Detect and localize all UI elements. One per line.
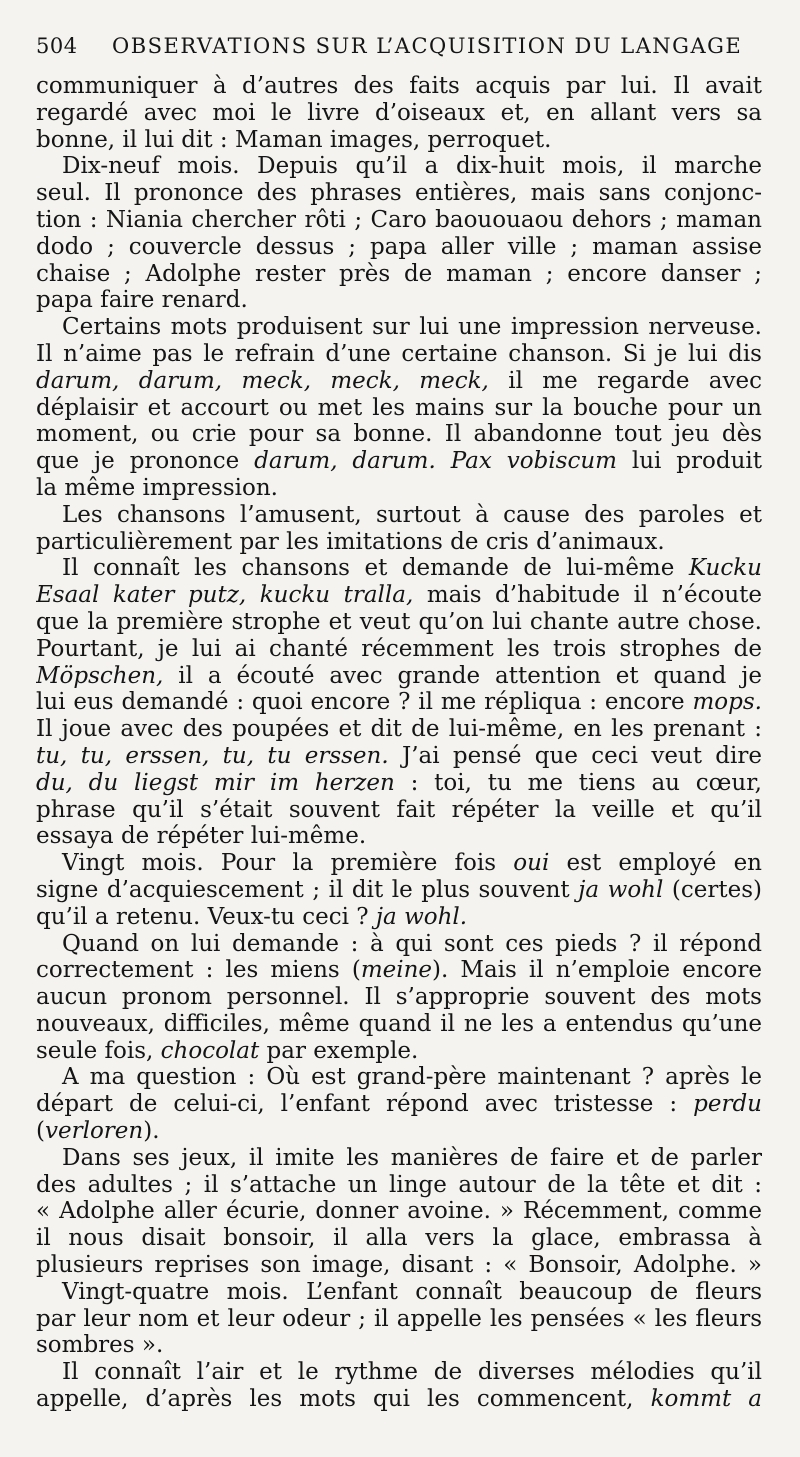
text-line — [36, 180, 762, 207]
text-line — [36, 234, 762, 261]
italic-text: du, du liegst mir im herzen — [36, 769, 395, 796]
italic-text: ja wohl. — [375, 903, 468, 930]
text-segment: Les chansons l’amusent, surtout à cause des paroles et — [62, 501, 762, 528]
text-line — [36, 1091, 762, 1118]
text-line — [36, 1172, 762, 1199]
text-segment: signe d’acquiescement ; il dit le plus souvent — [36, 876, 579, 903]
text-line — [36, 904, 762, 931]
text-segment: seule fois, — [36, 1037, 161, 1064]
text-segment: seul. Il prononce des phrases entières, mais sans conjonc- — [36, 180, 762, 207]
text-segment: J’ai pensé que ceci veut dire — [388, 742, 762, 769]
text-segment: Vingt-quatre mois. L’enfant connaît beaucoup de fleurs — [62, 1278, 762, 1305]
italic-text: oui — [513, 850, 550, 877]
text-line — [36, 1198, 762, 1225]
text-segment: qu’il a retenu. Veux-tu ceci ? — [36, 903, 376, 930]
text-line — [36, 1279, 762, 1306]
italic-text: chocolat — [160, 1037, 260, 1064]
text-segment: Il joue avec des poupées et dit de lui-même, en les prenant : — [36, 716, 762, 743]
italic-text: perdu — [693, 1091, 762, 1118]
text-line — [36, 1359, 762, 1386]
text-segment: des adultes ; il s’attache un linge autour de la tête et dit : — [36, 1171, 762, 1198]
text-segment: moment, ou crie pour sa bonne. Il abandonne tout jeu dès — [36, 421, 762, 448]
body-text — [36, 73, 762, 1413]
text-line — [36, 1225, 762, 1252]
text-line — [36, 100, 762, 127]
running-header — [36, 30, 776, 64]
text-segment: appelle, d’après les mots qui les commencent, — [36, 1386, 651, 1413]
text-line — [36, 502, 762, 529]
text-segment: ( — [36, 1118, 45, 1145]
text-line — [36, 877, 762, 904]
text-line — [36, 153, 762, 180]
text-segment: regardé avec moi le livre d’oiseaux et, en allant vers sa — [36, 99, 762, 126]
text-line — [36, 421, 762, 448]
text-segment: bonne, il lui dit : Maman images, perroquet. — [36, 126, 552, 153]
text-line — [36, 1118, 762, 1145]
text-segment: déplaisir et accourt ou met les mains sur la bouche pour un — [36, 394, 762, 421]
text-line — [36, 850, 762, 877]
text-segment: nouveaux, difficiles, même quand il ne les a entendus qu’une — [36, 1010, 762, 1037]
text-line — [36, 287, 762, 314]
text-segment: Pourtant, je lui ai chanté récemment les trois strophes de — [36, 635, 762, 662]
text-segment: Vingt mois. Pour la première fois — [62, 850, 514, 877]
running-title: OBSERVATIONS SUR L’ACQUISITION DU LANGAGE — [112, 34, 743, 58]
text-line — [36, 368, 762, 395]
text-segment: Dans ses jeux, il imite les manières de faire et de parler — [62, 1144, 762, 1171]
text-segment: par exemple. — [259, 1037, 419, 1064]
text-line — [36, 957, 762, 984]
text-segment: particulièrement par les imitations de cris d’animaux. — [36, 528, 665, 555]
text-line — [36, 609, 762, 636]
text-segment: Il n’aime pas le refrain d’une certaine chanson. Si je lui dis — [36, 340, 762, 367]
italic-text: darum, darum, meck, meck, meck, — [36, 367, 489, 394]
text-segment: tion : Niania chercher rôti ; Caro baououaou dehors ; maman — [36, 206, 762, 233]
text-line — [36, 261, 762, 288]
text-segment: chaise ; Adolphe rester près de maman ; encore danser ; — [36, 260, 762, 287]
italic-text: Esaal kater putz, kucku tralla, — [36, 582, 414, 609]
text-line — [36, 689, 762, 716]
text-segment: dodo ; couvercle dessus ; papa aller ville ; maman assise — [36, 233, 762, 260]
italic-text: darum, darum. Pax vobiscum — [254, 448, 617, 475]
text-segment: : toi, tu me tiens au cœur, — [394, 769, 762, 796]
text-line — [36, 663, 762, 690]
text-line — [36, 1306, 762, 1333]
text-segment: plusieurs reprises son image, disant : « Bonsoir, Adolphe. » — [36, 1252, 762, 1279]
text-segment: essaya de répéter lui-même. — [36, 823, 367, 850]
text-segment: il me regarde avec — [488, 367, 762, 394]
text-line — [36, 127, 762, 154]
text-line — [36, 341, 762, 368]
text-segment: ). Mais il n’emploie encore — [432, 957, 762, 984]
text-segment: par leur nom et leur odeur ; il appelle les pensées « les fleurs — [36, 1305, 762, 1332]
text-line — [36, 743, 762, 770]
text-line — [36, 770, 762, 797]
italic-text: Möpschen, — [36, 662, 164, 689]
text-line — [36, 636, 762, 663]
text-line — [36, 1386, 762, 1413]
text-segment: papa faire renard. — [36, 287, 248, 314]
text-line — [36, 1011, 762, 1038]
text-segment: Dix-neuf mois. Depuis qu’il a dix-huit mois, il marche — [62, 153, 762, 180]
text-segment: Il connaît l’air et le rythme de diverses mélodies qu’il — [62, 1359, 762, 1386]
text-segment: (certes) — [663, 876, 762, 903]
text-segment: départ de celui-ci, l’enfant répond avec tristesse : — [36, 1091, 694, 1118]
text-line — [36, 582, 762, 609]
text-segment: Certains mots produisent sur lui une impression nerveuse. — [62, 314, 762, 341]
text-line — [36, 797, 762, 824]
text-segment: Quand on lui demande : à qui sont ces pieds ? il répond — [62, 930, 762, 957]
text-segment: « Adolphe aller écurie, donner avoine. » Récemment, comme — [36, 1198, 762, 1225]
text-line — [36, 1332, 762, 1359]
text-segment: A ma question : Où est grand-père maintenant ? après le — [62, 1064, 762, 1091]
text-segment: ). — [143, 1118, 160, 1145]
text-line — [36, 823, 762, 850]
text-line — [36, 529, 762, 556]
italic-text: verloren — [44, 1118, 144, 1145]
text-segment: communiquer à d’autres des faits acquis par lui. Il avait — [36, 73, 762, 99]
italic-text: mops. — [692, 689, 762, 716]
text-line — [36, 448, 762, 475]
text-line — [36, 984, 762, 1011]
text-line — [36, 475, 762, 502]
page-number: 504 — [36, 34, 78, 58]
text-line — [36, 931, 762, 958]
text-segment: phrase qu’il s’était souvent fait répéter la veille et qu’il — [36, 796, 762, 823]
text-segment: est employé en — [549, 850, 762, 877]
text-segment: il nous disait bonsoir, il alla vers la glace, embrassa à — [36, 1225, 762, 1252]
text-segment: que la première strophe et veut qu’on lui chante autre chose. — [36, 608, 762, 635]
text-line — [36, 395, 762, 422]
text-segment: correctement : les miens ( — [36, 957, 361, 984]
text-segment: la même impression. — [36, 474, 278, 501]
text-segment: Il connaît les chansons et demande de lui-même — [62, 555, 689, 582]
text-segment: mais d’habitude il n’écoute — [413, 582, 762, 609]
italic-text: Kucku — [688, 555, 762, 582]
text-line — [36, 1145, 762, 1172]
text-line — [36, 555, 762, 582]
text-line — [36, 73, 762, 100]
text-line — [36, 1064, 762, 1091]
text-segment: que je prononce — [36, 448, 255, 475]
text-line — [36, 314, 762, 341]
italic-text: kommt a — [650, 1386, 762, 1413]
italic-text: tu, tu, erssen, tu, tu erssen. — [36, 742, 389, 769]
text-segment: aucun pronom personnel. Il s’approprie souvent des mots — [36, 984, 762, 1011]
italic-text: ja wohl — [578, 876, 664, 903]
italic-text: meine — [360, 957, 433, 984]
text-segment: sombres ». — [36, 1332, 164, 1359]
text-line — [36, 207, 762, 234]
text-segment: il a écouté avec grande attention et quand je — [163, 662, 762, 689]
text-line — [36, 716, 762, 743]
text-segment: lui produit — [616, 448, 762, 475]
text-line — [36, 1038, 762, 1065]
text-segment: lui eus demandé : quoi encore ? il me répliqua : encore — [36, 689, 693, 716]
text-line — [36, 1252, 762, 1279]
